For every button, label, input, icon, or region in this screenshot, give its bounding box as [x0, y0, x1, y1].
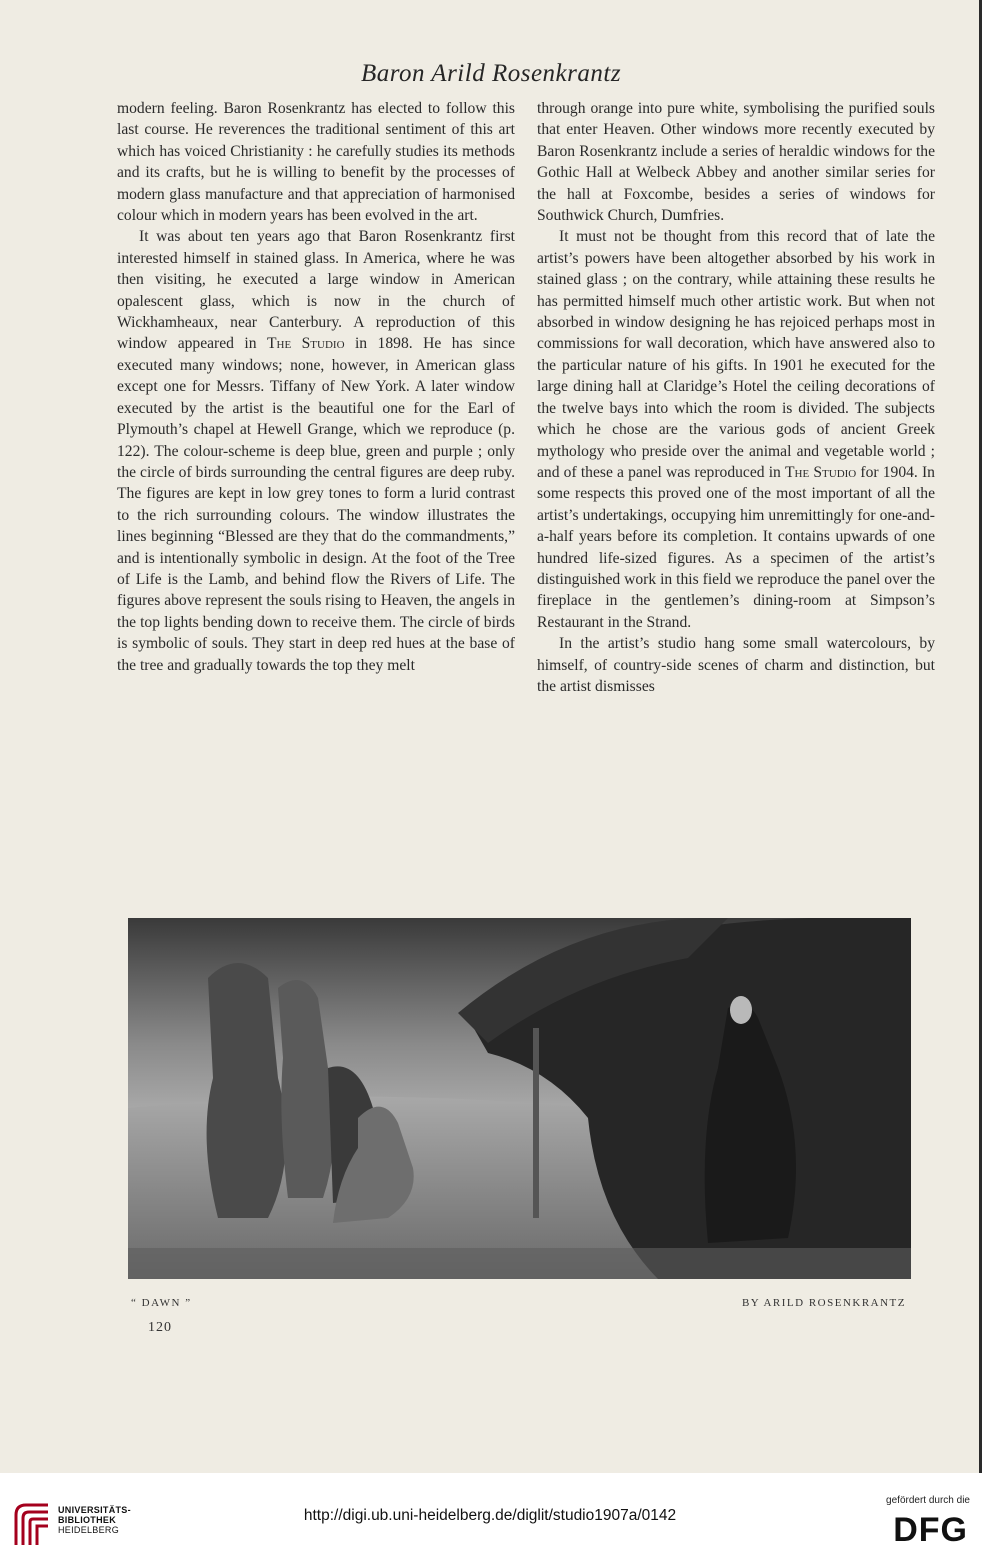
figure-caption-title: “ DAWN ”	[131, 1297, 192, 1309]
page-number: 120	[148, 1320, 172, 1335]
dfg-logo: DFG	[893, 1511, 968, 1549]
paragraph: modern feeling. Baron Rosenkrantz has elected to follow this last course. He reverences the traditional sentiment of this art which has voiced Christianity : he carefully studies its methods and its crafts, but he is willing to benefit by the processes of modern glass manufacture and that appreciation of harmonised colour which in modern years has been evolved in the art.	[117, 100, 515, 225]
magazine-name: The Studio	[267, 335, 345, 353]
paragraph: through orange into pure white, symbolising the purified souls that enter Heaven. Other windows more recently executed by Baron Rosenkrantz include a series of heraldic windows for the Gothic Hall at Welbeck Abbey and another similar series for the hall at Foxcombe, besides a series of windows for Southwick Church, Dumfries.	[537, 100, 935, 225]
painting-image	[128, 918, 911, 1279]
running-head: Baron Arild Rosenkrantz	[360, 60, 622, 87]
paragraph: In the artist’s studio hang some small watercolours, by himself, of country-side scenes of charm and distinction, but the artist dismisses	[537, 635, 935, 695]
paragraph: It was about ten years ago that Baron Rosenkrantz first interested himself in stained glass. In America, where he was then visiting, he executed a large window in American opalescent glass, which is now in the church of Wickhamheaux, near Canterbury. A reproduction of this window appeared in The Studio in 1898. He has since executed many windows; none, however, in American glass except one for Messrs. Tiffany of New York. A later window executed by the artist is the beautiful one for the Earl of Plymouth’s chapel at Hewell Grange, which we reproduce (p. 122). The colour-scheme is deep blue, green and purple ; only the circle of birds surrounding the central figures are deep ruby. The figures are kept in low grey tones to form a lurid contrast to the rich surrounding colours. The window illustrates the lines beginning “Blessed are they that do the commandments,” and is intentionally symbolic in design. At the foot of the Tree of Life is the Lamb, and behind flow the Rivers of Life. The figures above represent the souls rising to Heaven, the angels in the top lights bending down to receive them. The circle of birds is symbolic of souls. They start in deep red hues at the base of the tree and gradually towards the top they melt	[117, 228, 515, 674]
digitization-footer	[0, 1473, 982, 1561]
magazine-name: The Studio	[785, 463, 857, 481]
permalink-url[interactable]: http://digi.ub.uni-heidelberg.de/diglit/studio1907a/0142	[303, 1507, 677, 1524]
figure-caption-credit: BY ARILD ROSENKRANTZ	[741, 1297, 906, 1309]
uni-heidelberg-library-icon	[12, 1501, 52, 1547]
paragraph: It must not be thought from this record that of late the artist’s powers have been altogether absorbed by his work in stained glass ; on the contrary, while attaining these results he has permitted himself much other artistic work. But when not absorbed in window designing he has rejoiced perhaps most in commissions for wall decoration, which have answered also to the particular nature of his gifts. In 1901 he executed for the large dining hall at Claridge’s Hotel the ceiling decorations of the twelve bays into which the room is divided. The subjects which he chose are the various gods of ancient Greek mythology who preside over the animal and vegetable world ; and of these a panel was reproduced in The Studio for 1904. In some respects this proved one of the most important of all the artist’s undertakings, occupying him unremittingly for one-and-a-half years before its completion. It contains upwards of one hundred life-sized figures. As a specimen of the artist’s distinguished work in this field we reproduce the panel over the fireplace in the gentlemen’s dining-room at Simpson’s Restaurant in the Strand.	[537, 228, 935, 631]
text-column-left	[117, 98, 515, 676]
funder-text: gefördert durch die	[886, 1495, 970, 1506]
library-name: UNIVERSITÄTS- BIBLIOTHEK HEIDELBERG	[58, 1505, 131, 1535]
painting-plate-dawn	[128, 918, 911, 1279]
text-column-right	[537, 98, 935, 697]
